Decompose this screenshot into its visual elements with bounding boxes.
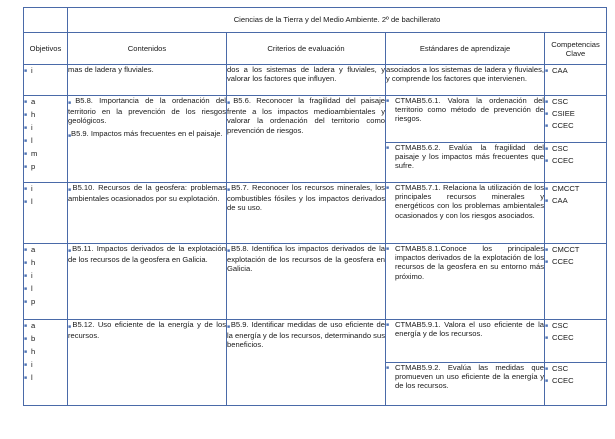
criterio-text: B5.9. Identificar medidas de uso eficiente de la energía y de los recursos, determinando sus beneficios.: [227, 320, 385, 350]
bullet-icon: ■: [24, 299, 28, 305]
contenido-item: [68, 129, 226, 140]
contenido-text: B5.10. Recursos de la geosfera: problemas ambientales ocasionados por su explotación.: [68, 183, 226, 204]
table-row: [24, 96, 607, 143]
bullet-icon: ■: [24, 260, 28, 266]
bullet-icon: ■: [545, 111, 549, 117]
bullet-icon: ■: [24, 336, 28, 342]
criterio-item: [227, 96, 385, 135]
criterios-cell: [227, 65, 386, 96]
bullet-icon: ■: [24, 375, 28, 381]
criterio-text: dos a los sistemas de ladera y fluviales, y valorar los factores que influyen.: [227, 65, 385, 84]
contenidos-cell: [68, 244, 227, 320]
competencias-cell: [545, 96, 607, 143]
estandar-cell: [386, 320, 545, 363]
bullet-icon: ■: [386, 322, 390, 328]
title-row: [24, 8, 607, 33]
contenido-item: [68, 65, 226, 74]
objetivo-item: [24, 161, 67, 174]
objetivo-label: m: [31, 149, 38, 158]
objetivo-label: l: [31, 197, 33, 206]
objetivo-item: [24, 372, 67, 385]
objetivo-label: b: [31, 334, 36, 343]
bullet-icon: ■: [545, 366, 549, 372]
objetivo-item: [24, 196, 67, 209]
objetivo-item: [24, 148, 67, 161]
bullet-icon: ■: [386, 98, 390, 104]
competencia-item: [545, 183, 606, 195]
bullet-icon: ■: [545, 68, 549, 74]
competencia-label: CSIEE: [552, 109, 575, 118]
header-estandares: Estándares de aprendizaje: [386, 33, 545, 65]
competencias-cell: [545, 244, 607, 320]
objetivo-item: [24, 183, 67, 196]
estandar-cell: [386, 143, 545, 183]
bullet-icon: ■: [24, 138, 28, 144]
competencias-cell: [545, 143, 607, 183]
objetivo-item: [24, 244, 67, 257]
objetivo-item: [24, 109, 67, 122]
bullet-icon: ■: [227, 248, 231, 254]
competencia-item: [545, 256, 606, 268]
contenido-text: B5.11. Impactos derivados de la explotación de los recursos de la geosfera en Galicia.: [68, 244, 226, 265]
table-body: [24, 8, 607, 406]
contenido-item: [68, 320, 226, 340]
criterio-item: [227, 183, 385, 213]
competencia-label: CSC: [552, 364, 569, 373]
table-title: Ciencias de la Tierra y del Medio Ambiente. 2º de bachillerato: [68, 8, 607, 33]
bullet-icon: ■: [24, 247, 28, 253]
table-row: [24, 65, 607, 96]
header-criterios: Criterios de evaluación: [227, 33, 386, 65]
bullet-icon: ■: [24, 349, 28, 355]
objetivo-label: i: [31, 184, 33, 193]
objetivo-label: p: [31, 297, 36, 306]
objetivo-label: h: [31, 110, 36, 119]
objetivo-label: a: [31, 245, 36, 254]
bullet-icon: ■: [24, 362, 28, 368]
objetivo-item: [24, 283, 67, 296]
contenido-text: B5.9. Impactos más frecuentes en el paisaje.: [71, 128, 223, 138]
bullet-icon: ■: [24, 199, 28, 205]
criterios-cell: [227, 96, 386, 183]
contenidos-cell: [68, 96, 227, 183]
competencia-item: [545, 120, 606, 132]
estandar-text: CTMAB5.8.1.Conoce los principales impactos derivados de la explotación de los recursos de la geosfera en su entorno más próximo.: [395, 244, 544, 281]
criterio-text: B5.7. Reconocer los recursos minerales, los combustibles fósiles y los impactos derivados de su uso.: [227, 183, 385, 213]
bullet-icon: ■: [545, 146, 549, 152]
header-competencias: Competencias Clave: [545, 33, 607, 65]
bullet-icon: ■: [24, 286, 28, 292]
estandar-text: CTMAB5.7.1. Relaciona la utilización de los principales recursos minerales y energéticos con los problemas ambientales ocasionados y con los riesgos asociados.: [395, 183, 544, 220]
criterio-text: B5.8. Identifica los impactos derivados de la explotación de los recursos de la geosfera en Galicia.: [227, 244, 385, 274]
competencia-item: [545, 375, 606, 387]
competencia-label: CMCCT: [552, 245, 580, 254]
competencia-label: CSC: [552, 144, 569, 153]
contenido-text: B5.8. Importancia de la ordenación del territorio en la prevención de los riesgos geológicos.: [68, 96, 226, 126]
bullet-icon: ■: [24, 151, 28, 157]
objetivo-label: h: [31, 347, 36, 356]
contenido-text: B5.12. Uso eficiente de la energía y de los recursos.: [68, 320, 226, 341]
bullet-icon: ■: [24, 125, 28, 131]
bullet-icon: ■: [227, 100, 234, 106]
competencia-item: [545, 195, 606, 207]
objetivo-item: [24, 296, 67, 309]
table-row: [24, 320, 607, 363]
competencia-label: CCEC: [552, 333, 574, 342]
criterio-item: [227, 65, 385, 83]
bullet-icon: ■: [68, 187, 73, 193]
bullet-icon: ■: [24, 68, 28, 74]
objetivo-item: [24, 96, 67, 109]
objetivo-label: l: [31, 373, 33, 382]
criterio-item: [227, 244, 385, 274]
title-spacer-cell: [24, 8, 68, 33]
objetivos-cell: [24, 65, 68, 96]
bullet-icon: ■: [545, 247, 549, 253]
objetivo-label: l: [31, 136, 33, 145]
table-row: [24, 244, 607, 320]
objetivo-label: i: [31, 360, 33, 369]
competencia-label: CSC: [552, 97, 569, 106]
competencia-item: [545, 108, 606, 120]
competencia-label: CAA: [552, 196, 568, 205]
estandar-text: CTMAB5.6.2. Evalúa la fragilidad del paisaje y los impactos más frecuentes que sufre.: [395, 143, 544, 171]
bullet-icon: ■: [68, 324, 73, 330]
objetivo-label: i: [31, 271, 33, 280]
header-contenidos: Contenidos: [68, 33, 227, 65]
criterios-cell: [227, 320, 386, 406]
estandar-text: asociados a los sistemas de ladera y fluviales, y comprende los factores que intervienen.: [386, 65, 544, 84]
bullet-icon: ■: [24, 112, 28, 118]
bullet-icon: ■: [24, 186, 28, 192]
contenido-item: [68, 183, 226, 203]
competencia-item: [545, 155, 606, 167]
objetivo-item: [24, 346, 67, 359]
contenido-item: [68, 244, 226, 264]
estandar-text: CTMAB5.9.1. Valora el uso eficiente de la energía y de los recursos.: [395, 320, 544, 339]
objetivos-cell: [24, 244, 68, 320]
estandar-cell: [386, 244, 545, 320]
competencia-item: [545, 332, 606, 344]
competencias-cell: [545, 65, 607, 96]
bullet-icon: ■: [386, 246, 390, 252]
contenidos-cell: [68, 183, 227, 244]
competencias-cell: [545, 183, 607, 244]
criterios-cell: [227, 183, 386, 244]
table-row: [24, 183, 607, 244]
objetivo-item: [24, 270, 67, 283]
bullet-icon: ■: [24, 323, 28, 329]
objetivo-item: [24, 257, 67, 270]
bullet-icon: ■: [545, 99, 549, 105]
objetivo-item: [24, 135, 67, 148]
bullet-icon: ■: [24, 99, 28, 105]
contenido-item: [68, 96, 226, 126]
objetivo-label: a: [31, 97, 36, 106]
bullet-icon: ■: [386, 145, 390, 151]
bullet-icon: ■: [545, 259, 549, 265]
competencia-item: [545, 65, 606, 77]
criterio-text: B5.6. Reconocer la fragilidad del paisaje frente a los impactos medioambientales y valorar la ordenación del territorio como prevención de riesgos.: [227, 96, 385, 135]
objetivo-label: i: [31, 123, 33, 132]
bullet-icon: ■: [545, 198, 549, 204]
objetivo-label: a: [31, 321, 36, 330]
criterios-cell: [227, 244, 386, 320]
objetivo-label: i: [31, 66, 33, 75]
competencia-label: CSC: [552, 321, 569, 330]
competencia-label: CMCCT: [552, 184, 580, 193]
bullet-icon: ■: [227, 324, 231, 330]
objetivo-item: [24, 320, 67, 333]
header-objetivos: Objetivos: [24, 33, 68, 65]
competencia-label: CCEC: [552, 156, 574, 165]
bullet-icon: ■: [545, 323, 549, 329]
bullet-icon: ■: [68, 132, 72, 139]
bullet-icon: ■: [386, 365, 390, 371]
competencia-item: [545, 320, 606, 332]
curriculum-table: [23, 7, 607, 406]
objetivo-item: [24, 359, 67, 372]
competencia-label: CCEC: [552, 121, 574, 130]
estandar-text: CTMAB5.6.1. Valora la ordenación del territorio como método de prevención de riesgos.: [395, 96, 544, 124]
objetivo-item: [24, 65, 67, 78]
bullet-icon: ■: [545, 186, 549, 192]
header-row: [24, 33, 607, 65]
estandar-cell: [386, 96, 545, 143]
competencia-item: [545, 143, 606, 155]
objetivo-label: p: [31, 162, 36, 171]
contenidos-cell: [68, 320, 227, 406]
objetivo-item: [24, 333, 67, 346]
estandar-cell: [386, 65, 545, 96]
competencia-label: CCEC: [552, 376, 574, 385]
competencia-item: [545, 244, 606, 256]
criterio-item: [227, 320, 385, 350]
bullet-icon: ■: [68, 248, 73, 254]
bullet-icon: ■: [24, 164, 28, 170]
contenido-text: mas de ladera y fluviales.: [68, 65, 154, 74]
objetivos-cell: [24, 320, 68, 406]
bullet-icon: ■: [24, 273, 28, 279]
bullet-icon: ■: [545, 378, 549, 384]
objetivo-item: [24, 122, 67, 135]
bullet-icon: ■: [227, 187, 232, 193]
competencias-cell: [545, 363, 607, 406]
bullet-icon: ■: [545, 123, 549, 129]
competencia-label: CCEC: [552, 257, 574, 266]
competencia-item: [545, 363, 606, 375]
estandar-text: CTMAB5.9.2. Evalúa las medidas que promueven un uso eficiente de la energía y de los recursos.: [395, 363, 544, 391]
objetivos-cell: [24, 96, 68, 183]
objetivo-label: l: [31, 284, 33, 293]
bullet-icon: ■: [68, 100, 76, 106]
estandar-cell: [386, 183, 545, 244]
bullet-icon: ■: [545, 158, 549, 164]
objetivos-cell: [24, 183, 68, 244]
estandar-cell: [386, 363, 545, 406]
competencia-item: [545, 96, 606, 108]
bullet-icon: ■: [386, 185, 390, 191]
objetivo-label: h: [31, 258, 36, 267]
bullet-icon: ■: [545, 335, 549, 341]
competencias-cell: [545, 320, 607, 363]
contenidos-cell: [68, 65, 227, 96]
competencia-label: CAA: [552, 66, 568, 75]
